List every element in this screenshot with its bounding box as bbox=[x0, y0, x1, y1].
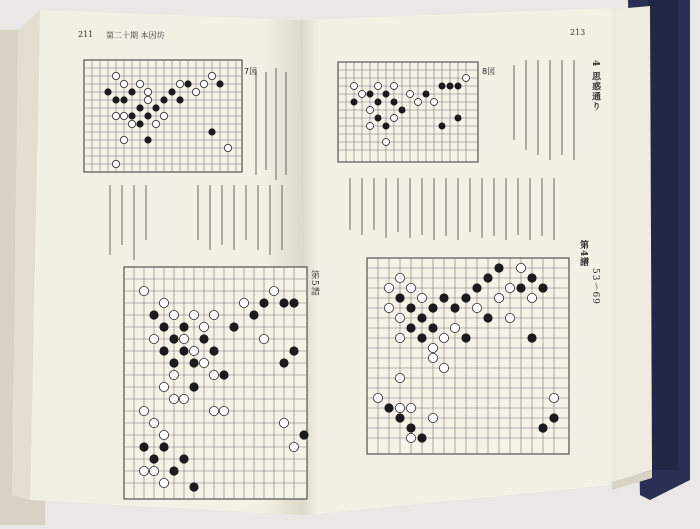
left-chapter-heading: 第5譜 bbox=[309, 270, 319, 297]
right-small-go-board bbox=[338, 62, 478, 162]
left-small-go-board bbox=[84, 60, 242, 172]
right-large-go-board bbox=[367, 258, 569, 454]
left-large-go-board bbox=[124, 267, 309, 499]
right-game-record-heading: 第4譜 bbox=[578, 240, 588, 268]
right-page-number: 213 bbox=[570, 28, 586, 37]
left-running-head: 第二十期 本因坊 bbox=[106, 31, 165, 40]
left-figure-label: 7図 bbox=[244, 67, 258, 76]
right-figure-label: 8図 bbox=[482, 67, 496, 76]
right-move-range: 53〜69 bbox=[590, 268, 600, 305]
left-page-number: 211 bbox=[78, 30, 94, 39]
right-section-heading: 4 思惑通り bbox=[590, 60, 600, 112]
